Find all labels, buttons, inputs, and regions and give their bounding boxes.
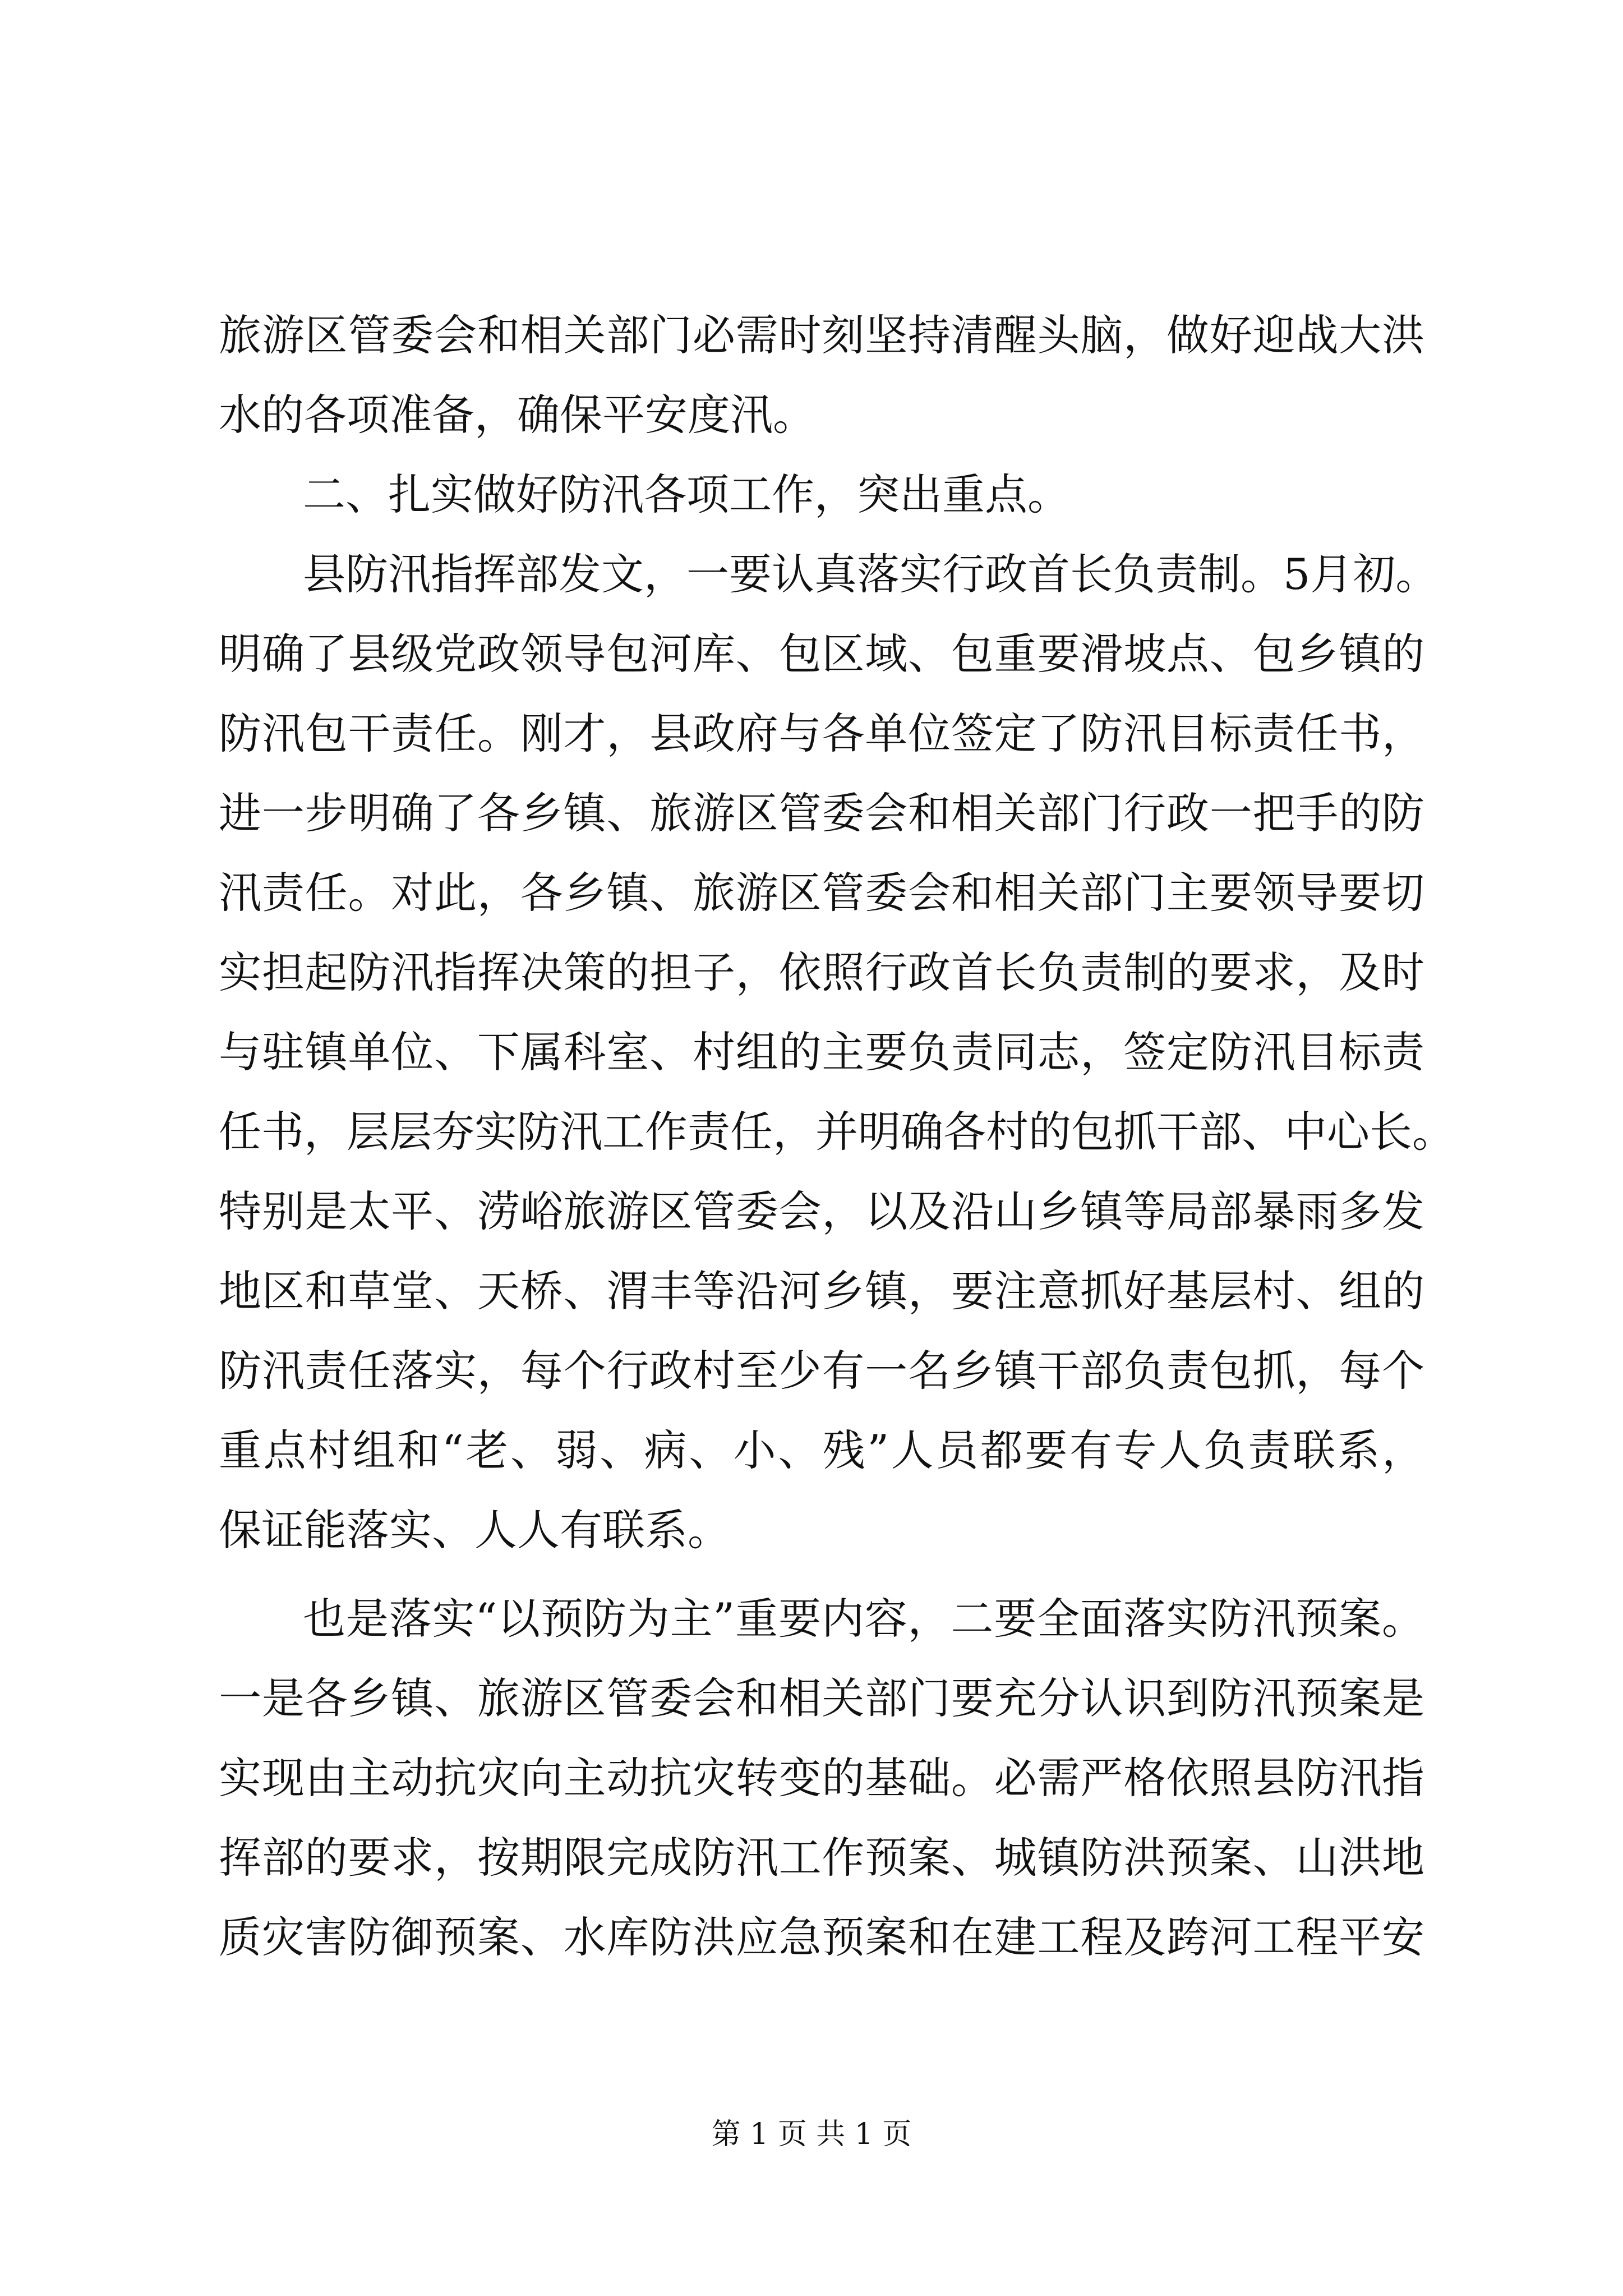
text-line-5: 明确了县级党政领导包河库、包区域、包重要滑坡点、包乡镇的 [219,629,1424,679]
text-line-1: 旅游区管委会和相关部门必需时刻坚持清醒头脑，做好迎战大洪 [219,310,1424,360]
text-line-4: 县防汛指挥部发文，一要认真落实行政首长负责制。5月初。 [303,549,1438,599]
text-line-2: 水的各项准备，确保平安度汛。 [219,390,815,440]
text-line-20: 挥部的要求，按期限完成防汛工作预案、城镇防洪预案、山洪地 [219,1833,1424,1883]
text-line-11: 任书，层层夯实防汛工作责任，并明确各村的包抓干部、中心长。 [219,1107,1455,1157]
text-line-17: 也是落实“以预防为主”重要内容，二要全面落实防汛预案。 [303,1594,1424,1644]
text-line-6: 防汛包干责任。刚才，县政府与各单位签定了防汛目标责任书， [219,708,1424,758]
text-line-13: 地区和草堂、天桥、渭丰等沿河乡镇，要注意抓好基层村、组的 [219,1266,1424,1316]
page-footer: 第 1 页 共 1 页 [711,2118,912,2151]
text-line-10: 与驻镇单位、下属科室、村组的主要负责同志，签定防汛目标责 [219,1027,1424,1077]
text-line-19: 实现由主动抗灾向主动抗灾转变的基础。必需严格依照县防汛指 [219,1753,1424,1803]
text-line-16: 保证能落实、人人有联系。 [219,1505,730,1555]
text-line-14: 防汛责任落实，每个行政村至少有一名乡镇干部负责包抓，每个 [219,1346,1424,1396]
text-line-15: 重点村组和“老、弱、病、小、残”人员都要有专人负责联系， [219,1425,1424,1475]
section-heading: 二、扎实做好防汛各项工作，突出重点。 [303,470,1070,519]
text-line-8: 汛责任。对此，各乡镇、旅游区管委会和相关部门主要领导要切 [219,868,1424,918]
text-line-9: 实担起防汛指挥决策的担子，依照行政首长负责制的要求，及时 [219,947,1424,997]
text-line-18: 一是各乡镇、旅游区管委会和相关部门要充分认识到防汛预案是 [219,1673,1424,1723]
text-line-12: 特别是太平、涝峪旅游区管委会，以及沿山乡镇等局部暴雨多发 [219,1186,1424,1236]
text-line-21: 质灾害防御预案、水库防洪应急预案和在建工程及跨河工程平安 [219,1912,1424,1962]
text-line-7: 进一步明确了各乡镇、旅游区管委会和相关部门行政一把手的防 [219,788,1424,838]
